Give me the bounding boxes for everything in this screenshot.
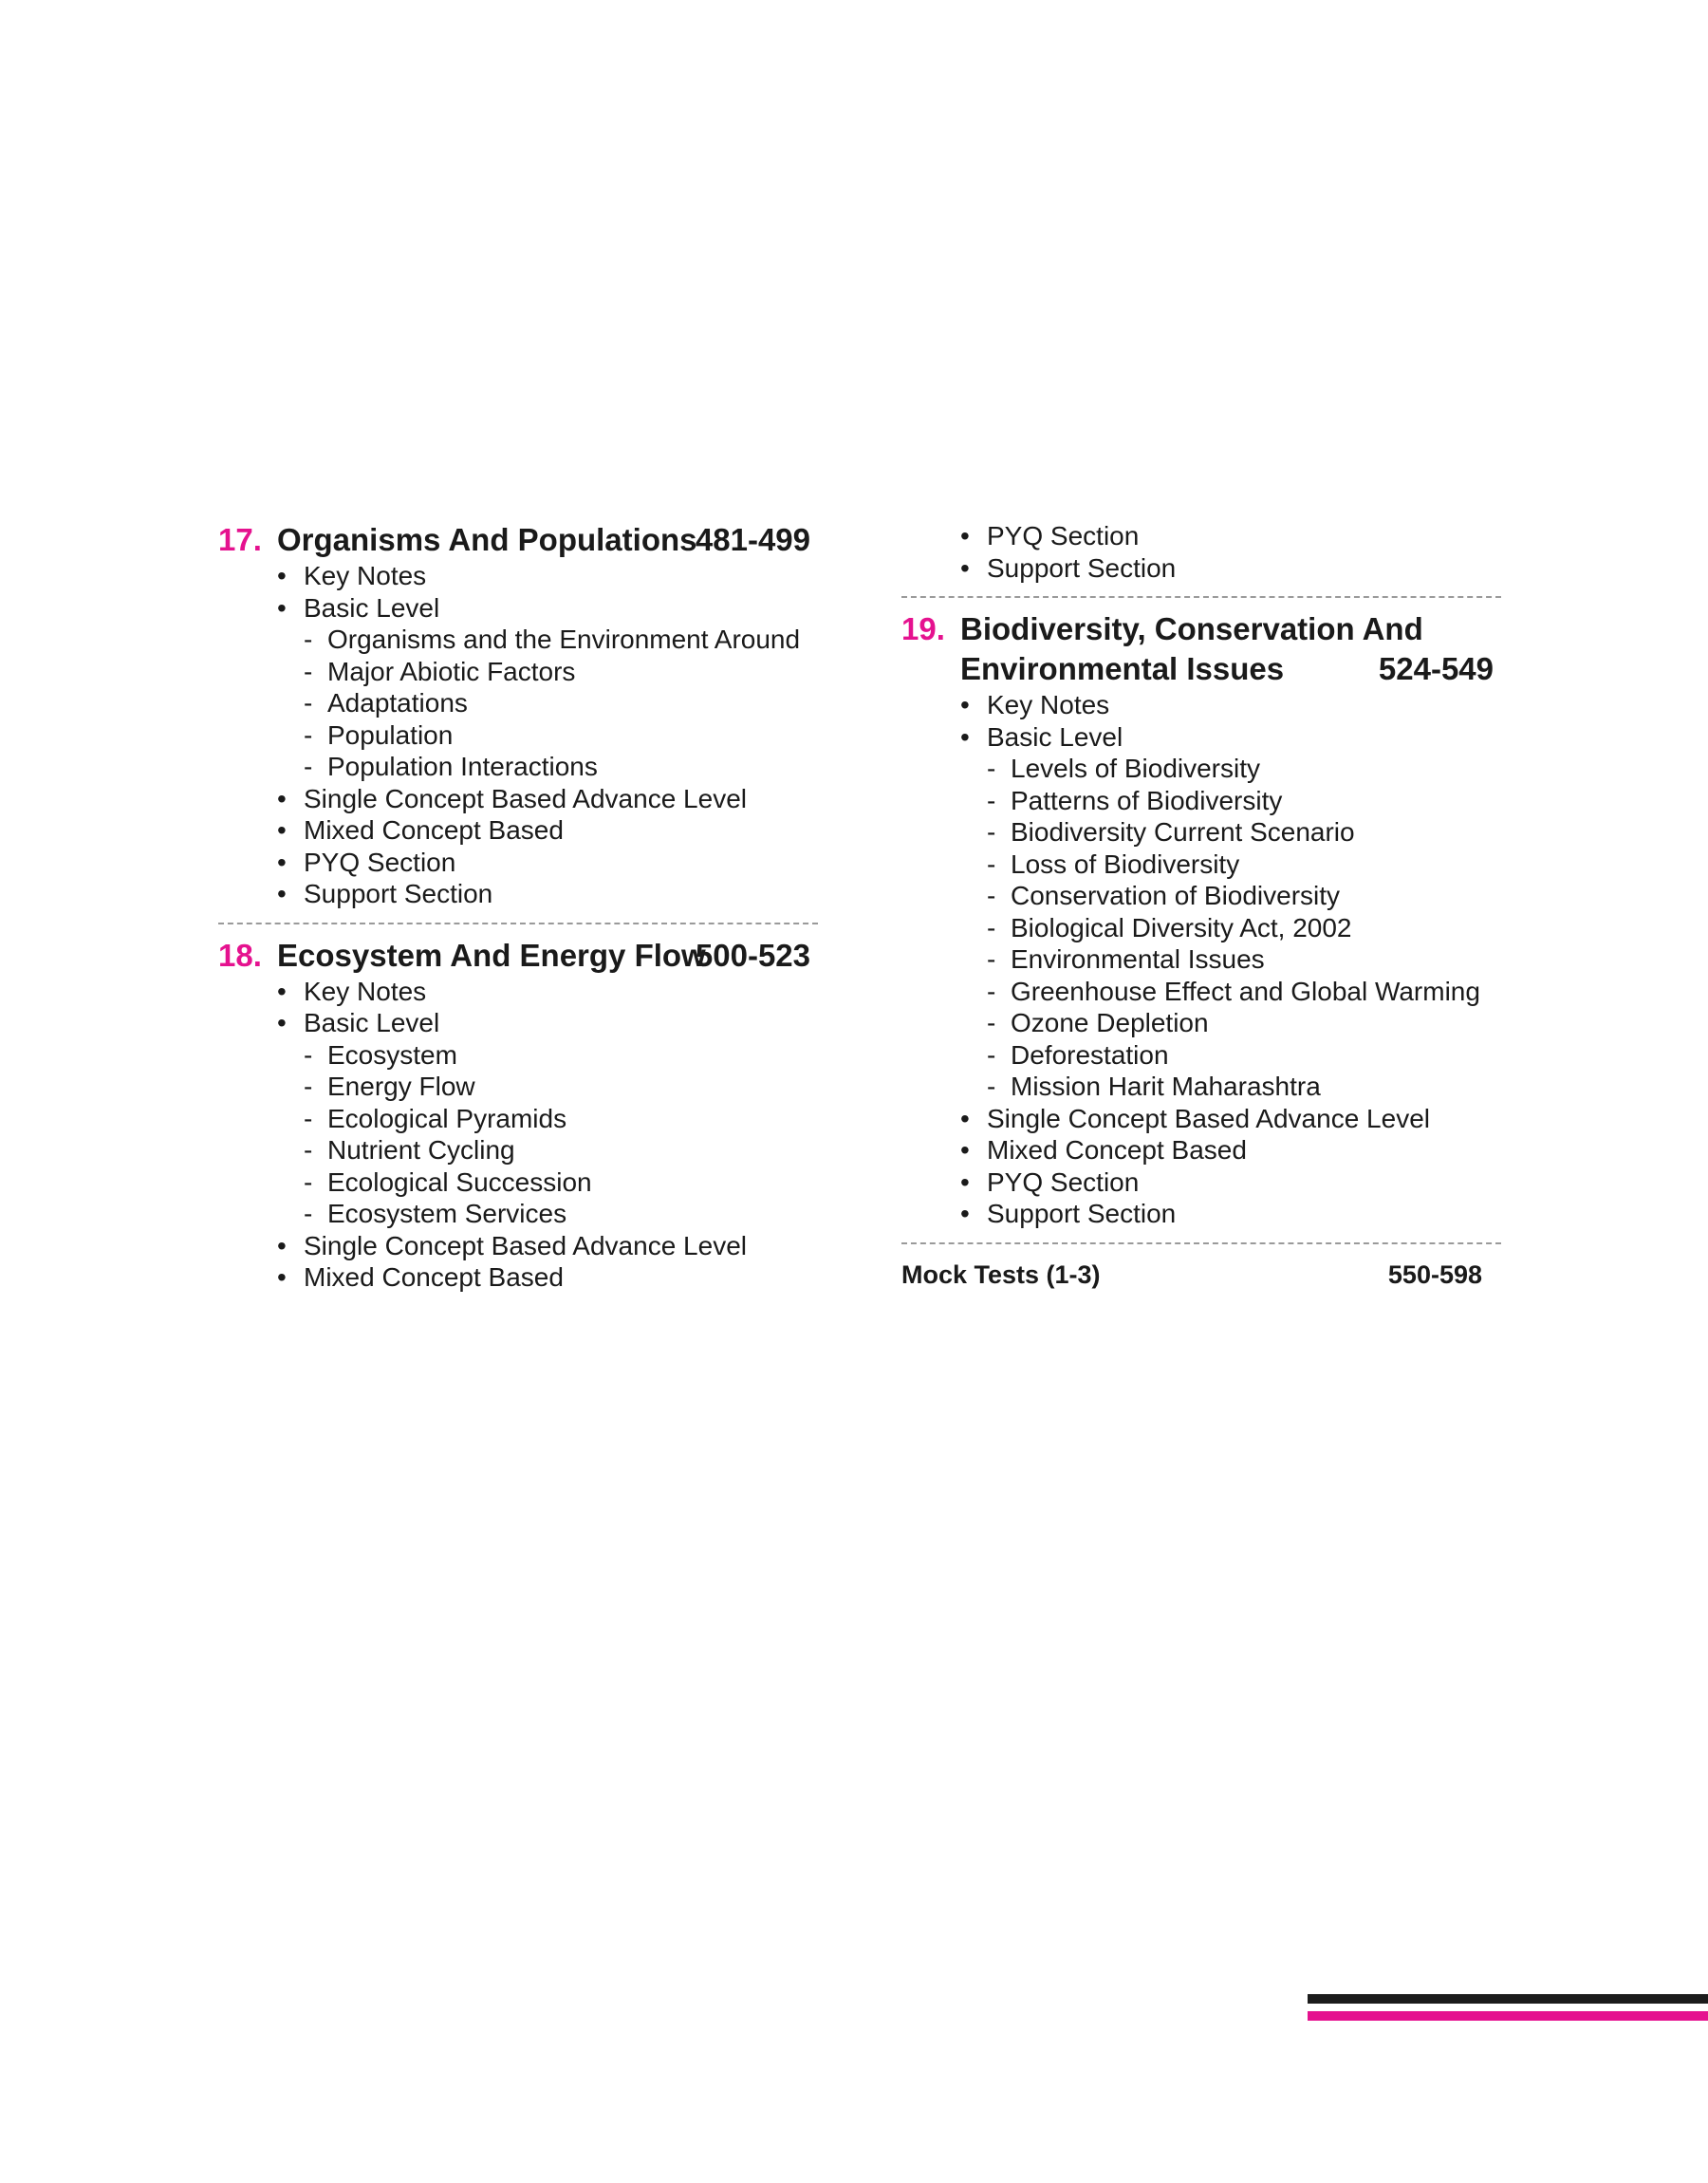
toc-sub-item-label: Biological Diversity Act, 2002 — [1011, 912, 1352, 942]
toc-sub-item — [901, 943, 1501, 976]
toc-item-label: Single Concept Based Advance Level — [304, 783, 747, 813]
section-divider — [901, 1242, 1501, 1244]
bullet-marker: • — [960, 1166, 970, 1197]
toc-list-item — [901, 1134, 1501, 1166]
chapter-page-range: 500-523 — [695, 937, 810, 973]
toc-item-label: Key Notes — [304, 561, 427, 590]
chapter-title: Ecosystem And Energy Flow — [277, 937, 706, 973]
bullet-marker: • — [277, 1230, 287, 1260]
toc-sub-item — [218, 656, 818, 688]
toc-sub-item — [218, 719, 818, 752]
toc-list-item — [218, 1007, 818, 1039]
toc-sub-item-label: Patterns of Biodiversity — [1011, 785, 1283, 815]
dash-marker: - — [304, 1166, 313, 1197]
toc-list-item — [901, 689, 1501, 721]
toc-sub-item — [901, 1039, 1501, 1072]
dash-marker: - — [304, 656, 313, 686]
bullet-marker: • — [277, 592, 287, 623]
footer-dark-bar — [1308, 1994, 1708, 2004]
dash-marker: - — [304, 625, 313, 654]
toc-item-label: Basic Level — [987, 721, 1123, 752]
footer-accent-bar — [1308, 2011, 1708, 2021]
toc-list-item — [218, 878, 818, 910]
toc-sub-item — [218, 624, 818, 656]
toc-list-item — [218, 783, 818, 815]
dash-marker: - — [987, 1072, 996, 1101]
dash-marker: - — [304, 752, 313, 781]
bullet-marker: • — [277, 879, 287, 908]
toc-sub-item — [901, 849, 1501, 881]
bullet-marker: • — [277, 976, 287, 1006]
chapter-18-items-continued — [901, 520, 1501, 584]
toc-item-label: Support Section — [304, 879, 493, 908]
bullet-marker: • — [960, 721, 970, 752]
toc-item-label: Single Concept Based Advance Level — [304, 1230, 747, 1260]
chapter-page-range: 481-499 — [695, 522, 810, 557]
dash-marker: - — [304, 1039, 313, 1070]
toc-sub-item — [218, 1103, 818, 1135]
bullet-marker: • — [277, 1008, 287, 1037]
toc-sub-item-label: Greenhouse Effect and Global Warming — [1011, 976, 1480, 1006]
toc-sub-item — [218, 1071, 818, 1103]
toc-list-item — [901, 1198, 1501, 1230]
toc-list-item — [901, 552, 1501, 585]
dash-marker: - — [987, 1039, 996, 1070]
bullet-marker: • — [960, 1135, 970, 1165]
chapter-page-range: 524-549 — [1378, 651, 1494, 686]
dash-marker: - — [987, 754, 996, 783]
toc-sub-item-label: Ecosystem — [327, 1039, 457, 1070]
toc-list-item — [218, 592, 818, 625]
mock-tests-entry — [901, 1258, 1501, 1292]
bullet-marker: • — [277, 847, 287, 877]
chapter-title-line-2: Environmental Issues — [960, 651, 1285, 686]
toc-item-label: Mixed Concept Based — [304, 1262, 564, 1292]
chapter-number: 17. — [218, 522, 262, 557]
toc-sub-item-label: Levels of Biodiversity — [1011, 754, 1261, 783]
toc-item-label: Key Notes — [304, 976, 427, 1006]
toc-sub-item-label: Environmental Issues — [1011, 944, 1265, 974]
chapter-19-items — [901, 689, 1501, 1230]
bullet-marker: • — [277, 783, 287, 813]
dash-marker: - — [987, 944, 996, 974]
dash-marker: - — [304, 1072, 313, 1101]
bullet-marker: • — [960, 521, 970, 550]
toc-item-label: PYQ Section — [987, 1166, 1140, 1197]
toc-list-item — [218, 1230, 818, 1262]
toc-item-label: PYQ Section — [304, 847, 456, 877]
dash-marker: - — [304, 1135, 313, 1165]
toc-sub-item-label: Organisms and the Environment Around — [327, 625, 801, 654]
toc-sub-item-label: Adaptations — [327, 688, 468, 718]
toc-sub-item — [218, 1198, 818, 1230]
bullet-marker: • — [960, 552, 970, 583]
toc-item-label: Key Notes — [987, 690, 1110, 719]
toc-sub-item — [218, 687, 818, 719]
chapter-17-items — [218, 560, 818, 910]
toc-sub-item-label: Mission Harit Maharashtra — [1011, 1072, 1321, 1101]
toc-sub-item — [901, 816, 1501, 849]
toc-sub-item-label: Ecosystem Services — [327, 1199, 567, 1228]
toc-sub-item-label: Major Abiotic Factors — [327, 656, 576, 686]
toc-item-label: Support Section — [987, 1199, 1177, 1228]
bullet-marker: • — [960, 1103, 970, 1133]
chapter-number: 18. — [218, 937, 262, 973]
toc-sub-item — [218, 1134, 818, 1166]
section-divider — [218, 923, 818, 924]
dash-marker: - — [987, 849, 996, 879]
toc-sub-item-label: Energy Flow — [327, 1072, 475, 1101]
section-divider — [901, 596, 1501, 598]
toc-list-item — [901, 1166, 1501, 1199]
toc-sub-item — [901, 880, 1501, 912]
toc-left-column — [218, 520, 818, 1294]
toc-list-item — [218, 560, 818, 592]
toc-sub-item-label: Ozone Depletion — [1011, 1008, 1209, 1037]
toc-sub-item-label: Deforestation — [1011, 1039, 1169, 1070]
toc-sub-item-label: Biodiversity Current Scenario — [1011, 817, 1355, 847]
toc-sub-item — [218, 1039, 818, 1072]
dash-marker: - — [304, 1199, 313, 1228]
chapter-title-line-1: Biodiversity, Conservation And — [960, 611, 1423, 646]
toc-item-label: Support Section — [987, 552, 1177, 583]
toc-list-item — [218, 814, 818, 847]
toc-sub-item — [218, 751, 818, 783]
chapter-19-heading — [901, 609, 1501, 689]
toc-item-label: Mixed Concept Based — [987, 1135, 1247, 1165]
mock-tests-page-range: 550-598 — [1387, 1259, 1482, 1289]
toc-item-label: Basic Level — [304, 592, 440, 623]
toc-sub-item-label: Ecological Pyramids — [327, 1103, 567, 1133]
toc-list-item — [218, 976, 818, 1008]
toc-item-label: Single Concept Based Advance Level — [987, 1103, 1430, 1133]
chapter-17-heading — [218, 520, 818, 560]
dash-marker: - — [987, 912, 996, 942]
bullet-marker: • — [960, 690, 970, 719]
toc-item-label: Mixed Concept Based — [304, 815, 564, 845]
toc-list-item — [901, 721, 1501, 754]
bullet-marker: • — [960, 1199, 970, 1228]
dash-marker: - — [987, 976, 996, 1006]
chapter-number: 19. — [901, 611, 945, 646]
toc-sub-item — [901, 753, 1501, 785]
toc-sub-item — [218, 1166, 818, 1199]
toc-sub-item — [901, 976, 1501, 1008]
toc-item-label: Basic Level — [304, 1008, 440, 1037]
toc-sub-item-label: Loss of Biodiversity — [1011, 849, 1240, 879]
toc-right-column — [901, 520, 1501, 1292]
toc-sub-item-label: Population — [327, 719, 454, 750]
toc-sub-item — [901, 912, 1501, 944]
dash-marker: - — [987, 1008, 996, 1037]
toc-sub-item-label: Ecological Succession — [327, 1166, 592, 1197]
toc-list-item — [218, 1261, 818, 1294]
chapter-18-heading — [218, 936, 818, 976]
dash-marker: - — [987, 785, 996, 815]
toc-sub-item — [901, 785, 1501, 817]
toc-item-label: PYQ Section — [987, 521, 1140, 550]
dash-marker: - — [304, 1103, 313, 1133]
dash-marker: - — [987, 881, 996, 910]
dash-marker: - — [987, 817, 996, 847]
dash-marker: - — [304, 719, 313, 750]
toc-sub-item — [901, 1071, 1501, 1103]
toc-sub-item — [901, 1007, 1501, 1039]
dash-marker: - — [304, 688, 313, 718]
bullet-marker: • — [277, 815, 287, 845]
chapter-18-items — [218, 976, 818, 1294]
toc-sub-item-label: Nutrient Cycling — [327, 1135, 515, 1165]
mock-tests-label: Mock Tests (1-3) — [901, 1259, 1101, 1289]
bullet-marker: • — [277, 561, 287, 590]
bullet-marker: • — [277, 1262, 287, 1292]
toc-sub-item-label: Population Interactions — [327, 752, 598, 781]
toc-list-item — [901, 520, 1501, 552]
chapter-title: Organisms And Populations — [277, 522, 697, 557]
toc-list-item — [218, 847, 818, 879]
toc-sub-item-label: Conservation of Biodiversity — [1011, 881, 1341, 910]
toc-list-item — [901, 1103, 1501, 1135]
